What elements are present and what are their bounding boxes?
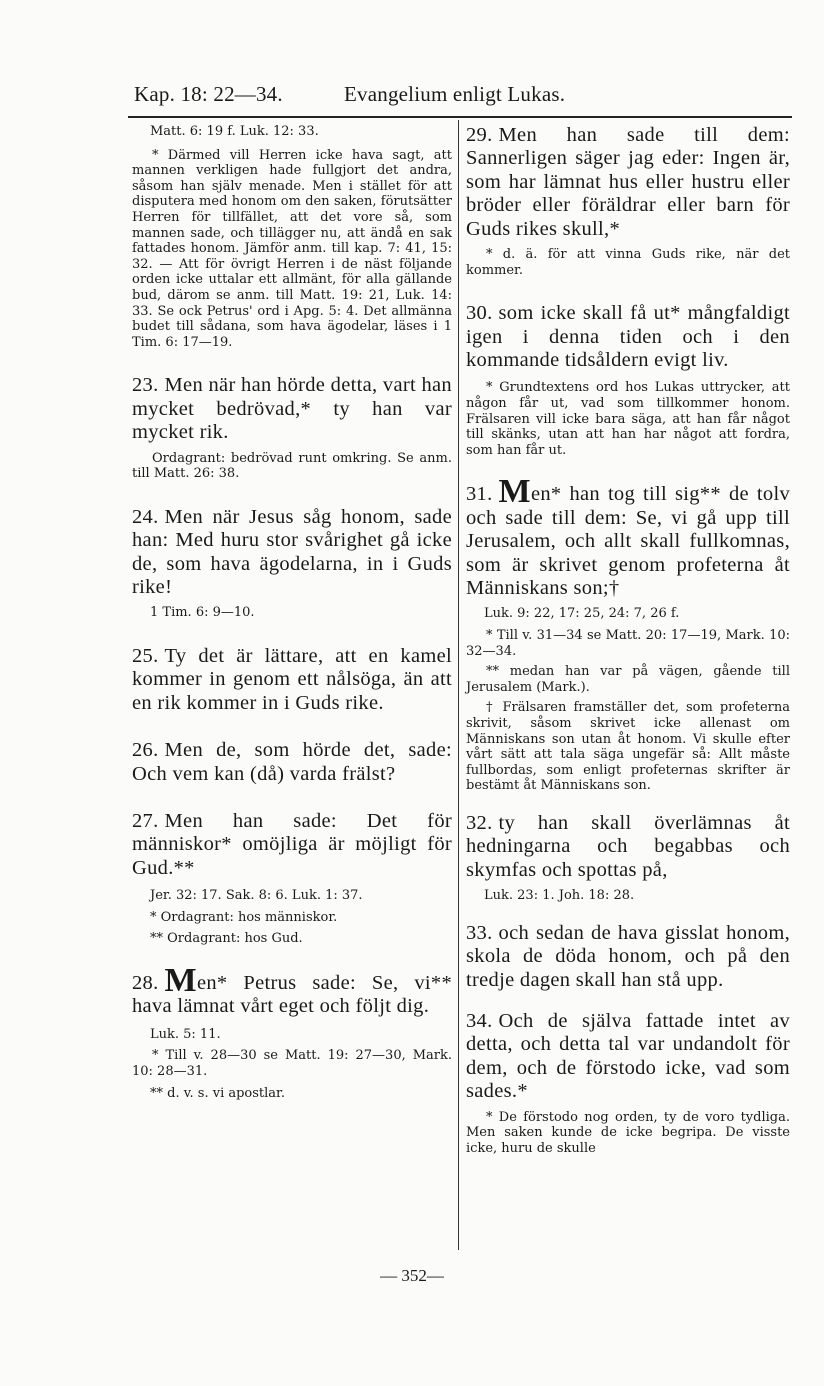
footnote: * Därmed vill Herren icke hava sagt, att mannen verkligen hade fullgjort det andra, såsom han själv menade. Men i stället för att disputera med honom om den saken, förutsätter Herren för tillfället, att det vore så, som mannen sade, och tillägger nu, att ändå en sak fattades honom. Jämför anm. till kap. 7: 41, 15: 32. — Att för övrigt Herren i de näst följande orden icke uttalar ett allmänt, för alla gällande bud, därom se anm. till Matt. 19: 21, Luk. 14: 33. Se ock Petrus' ord i Apg. 5: 4. Det allmänna budet till sådana, som hava ägodelar, läses i 1 Tim. 6: 17—19. xyxy=(132,147,452,350)
verse-number: 30. xyxy=(466,302,493,325)
verse-text: Men när Jesus såg honom, sade han: Med huru stor svårighet gå icke de, som hava ägodelarna, in i Guds rike! xyxy=(132,505,452,598)
verse-text: en* han tog till sig** de tolv och sade till dem: Se, vi gå upp till Jerusalem, och allt skall fullkomnas, som är skrivet genom profeterna åt Människans son;† xyxy=(466,483,790,600)
verse-number: 28. xyxy=(132,971,159,994)
verse-number: 34. xyxy=(466,1010,493,1032)
verse-number: 29. xyxy=(466,124,493,146)
header-rule xyxy=(128,116,792,118)
footnote: * d. ä. för att vinna Guds rike, när det kommer. xyxy=(466,247,790,278)
verse-number: 32. xyxy=(466,811,493,834)
verse-text: Men han sade till dem: Sannerligen säger jag eder: Ingen är, som har lämnat hus eller hustru eller bröder eller föräldrar eller barn för Guds rikes skull,* xyxy=(466,124,790,240)
footnote: ** d. v. s. vi apostlar. xyxy=(150,1085,285,1101)
verse-number: 33. xyxy=(466,921,493,944)
scripture-reference: Jer. 32: 17. Sak. 8: 6. Luk. 1: 37. xyxy=(150,888,363,904)
footnote: Ordagrant: bedrövad runt omkring. Se anm. till Matt. 26: 38. xyxy=(132,450,452,482)
scripture-reference: 1 Tim. 6: 9—10. xyxy=(150,605,255,621)
scripture-reference: Luk. 23: 1. Joh. 18: 28. xyxy=(484,888,635,904)
footnote: ** medan han var på vägen, gående till Jerusalem (Mark.). xyxy=(466,664,790,695)
verse-text: Men han sade: Det för människor* omöjliga är möjligt för Gud.** xyxy=(132,809,452,879)
verse-number: 31. xyxy=(466,483,493,506)
footnote: * De förstodo nog orden, ty de voro tydliga. Men saken kunde de icke begripa. De visste icke, huru de skulle xyxy=(466,1109,790,1156)
page-number: — 352— xyxy=(380,1266,444,1285)
verse-32 xyxy=(466,812,790,882)
footnote: * Till v. 31—34 se Matt. 20: 17—19, Mark. 10: 32—34. xyxy=(466,628,790,659)
verse-23 xyxy=(132,374,452,444)
verse-number: 27. xyxy=(132,809,159,832)
footnote: † Frälsaren framställer det, som profeterna skrivit, såsom skrivet icke allenast om Människans son utan åt honom. Vi skulle efter vårt sätt att tala säga ungefär så: Allt måste fullbordas, som enligt profeternas skrifter är bestämt åt Människans son. xyxy=(466,700,790,794)
right-column xyxy=(466,124,790,1156)
verse-text: ty han skall överlämnas åt hedningarna och begabbas och skymfas och spottas på, xyxy=(466,811,790,881)
verse-number: 23. xyxy=(132,374,159,397)
verse-25 xyxy=(132,645,452,715)
initial-capital: M xyxy=(498,473,531,511)
verse-30 xyxy=(466,302,790,372)
verse-26 xyxy=(132,739,452,786)
verse-number: 25. xyxy=(132,644,159,667)
verse-text: som icke skall få ut* mångfaldigt igen i denna tiden och i den kommande tidsåldern evigt liv. xyxy=(466,302,790,372)
verse-text: och sedan de hava gisslat honom, skola de döda honom, och på den tredje dagen skall han stå upp. xyxy=(466,921,790,991)
left-column xyxy=(132,124,452,1101)
verse-29 xyxy=(466,124,790,241)
footnote: * Till v. 28—30 se Matt. 19: 27—30, Mark. 10: 28—31. xyxy=(132,1048,452,1079)
book-title: Evangelium enligt Lukas. xyxy=(344,82,566,106)
verse-28 xyxy=(132,961,452,1019)
verse-27 xyxy=(132,810,452,880)
verse-text: Och de själva fattade intet av detta, och detta tal var undandolt för dem, och de förstodo icke, vad som sades.* xyxy=(466,1010,790,1103)
verse-34 xyxy=(466,1010,790,1104)
initial-capital: M xyxy=(164,961,197,999)
column-divider xyxy=(458,120,459,1250)
footnote: * Ordagrant: hos människor. xyxy=(150,909,338,925)
verse-24 xyxy=(132,506,452,600)
scripture-reference: Matt. 6: 19 f. Luk. 12: 33. xyxy=(150,124,319,139)
footnote: * Grundtextens ord hos Lukas uttrycker, att någon får ut, vad som tillkommer honom. Frälsaren vill icke bara säga, att han får något till skänks, utan att han har något att fordra, som han får ut. xyxy=(466,380,790,458)
verse-text: Men när han hörde detta, vart han mycket bedrövad,* ty han var mycket rik. xyxy=(132,374,452,444)
verse-text: Men de, som hörde det, sade: Och vem kan (då) varda frälst? xyxy=(132,739,452,785)
verse-33 xyxy=(466,922,790,992)
scripture-reference: Luk. 5: 11. xyxy=(150,1026,221,1042)
chapter-reference: Kap. 18: 22—34. xyxy=(134,82,283,106)
scripture-reference: Luk. 9: 22, 17: 25, 24: 7, 26 f. xyxy=(484,606,680,622)
verse-31 xyxy=(466,473,790,600)
verse-text: Ty det är lättare, att en kamel kommer in genom ett nålsöga, än att en rik kommer in i Guds rike. xyxy=(132,644,452,714)
verse-text: en* Petrus sade: Se, vi** hava lämnat vårt eget och följt dig. xyxy=(132,971,452,1018)
verse-number: 24. xyxy=(132,505,159,528)
footnote: ** Ordagrant: hos Gud. xyxy=(150,931,303,947)
verse-number: 26. xyxy=(132,739,159,762)
